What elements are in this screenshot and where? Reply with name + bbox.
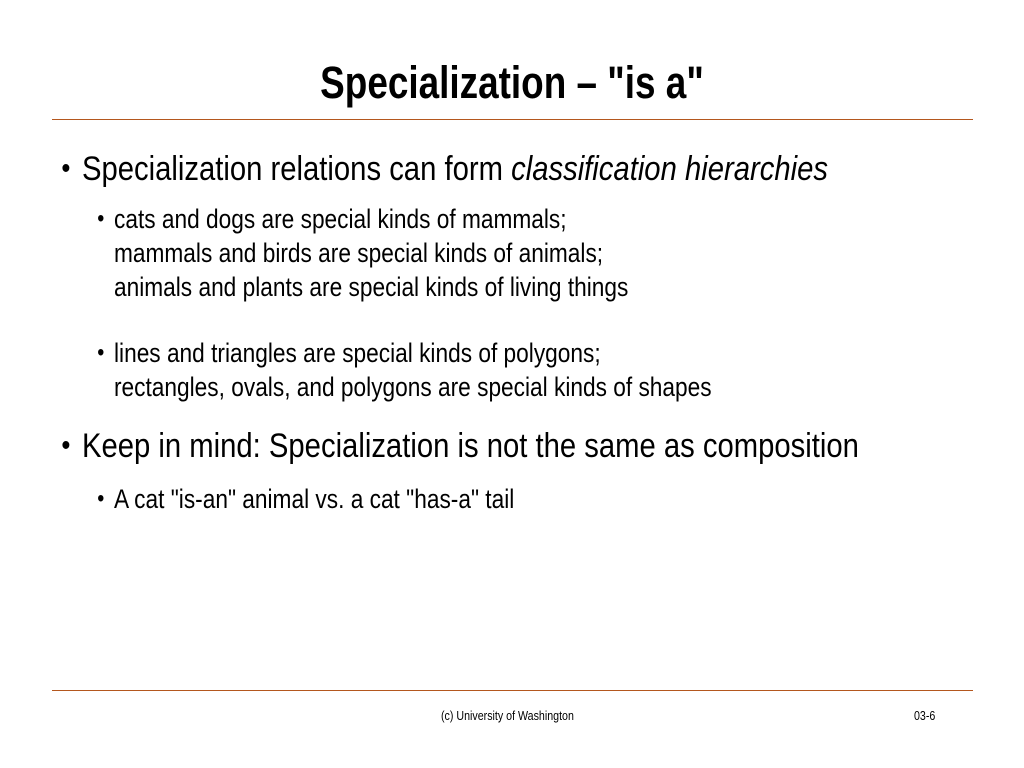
subbullet-item — [97, 202, 629, 304]
bullet-dot: • — [97, 485, 105, 512]
bullet-item — [61, 427, 859, 465]
subbullet-line: cats and dogs are special kinds of mammals; — [114, 204, 567, 234]
footer-divider — [52, 690, 973, 691]
subbullet-item — [97, 482, 515, 516]
subbullet-line: lines and triangles are special kinds of polygons; — [114, 338, 601, 368]
subbullet-line: animals and plants are special kinds of living things — [114, 272, 629, 302]
subbullet-line: A cat "is-an" animal vs. a cat "has-a" tail — [114, 484, 515, 514]
bullet-text: Keep in mind: Specialization is not the same as composition — [82, 427, 859, 465]
bullet-dot: • — [61, 429, 71, 462]
bullet-dot: • — [97, 205, 105, 232]
subbullet-line: mammals and birds are special kinds of animals; — [114, 238, 604, 268]
page-number: 03-6 — [914, 708, 936, 723]
footer-copyright: (c) University of Washington — [441, 708, 574, 723]
bullet-item — [61, 150, 828, 188]
bullet-dot: • — [61, 152, 71, 185]
bullet-text-emphasis: classification hierarchies — [511, 150, 828, 188]
bullet-text: Specialization relations can form — [82, 150, 512, 188]
subbullet-line: rectangles, ovals, and polygons are special kinds of shapes — [114, 372, 712, 402]
subbullet-item — [97, 336, 712, 404]
slide-title: Specialization – "is a" — [320, 57, 704, 108]
bullet-dot: • — [97, 339, 105, 366]
